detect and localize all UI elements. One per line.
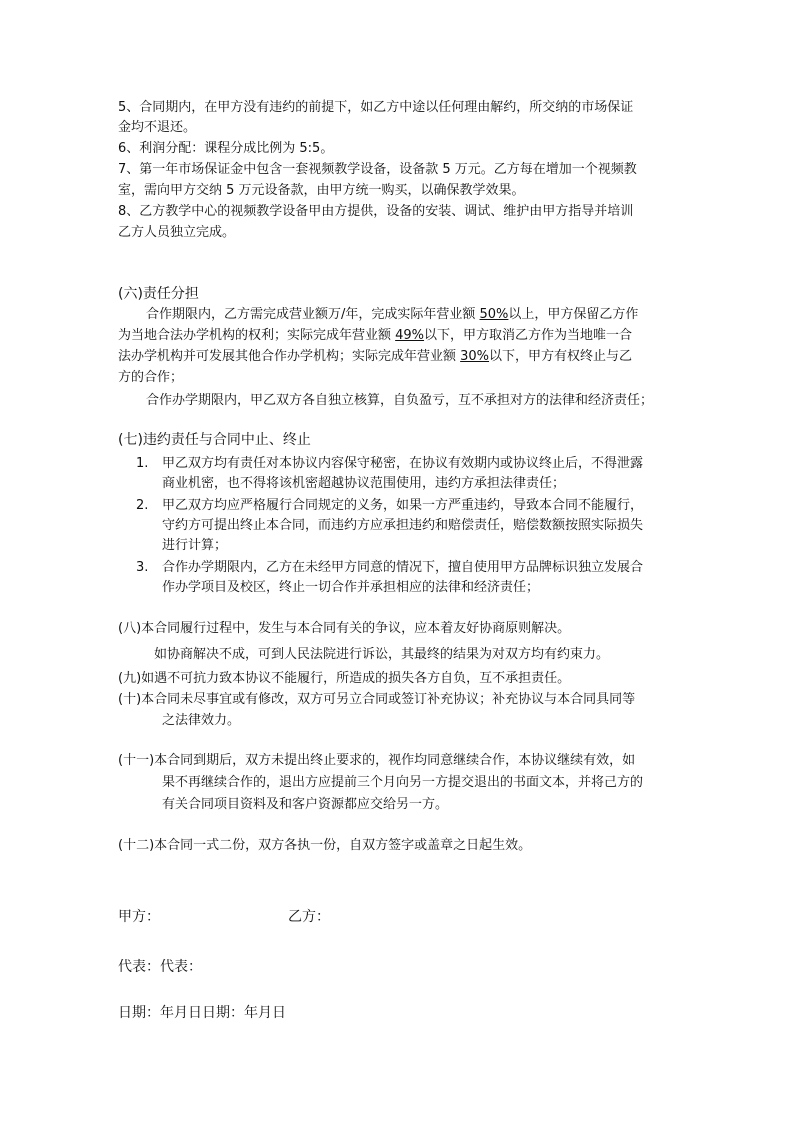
section-6-p2: 合作办学期限内，甲乙双方各自独立核算，自负盈亏，互不承担对方的法律和经济责任； <box>146 393 654 408</box>
section-7-item-3-line-1: 3. 合作办学期限内，乙方在未经甲方同意的情况下，擅自使用甲方品牌标识独立发展合 <box>136 558 643 578</box>
clause-8-line-2: 乙方人员独立完成。 <box>118 225 236 240</box>
section-11-line-2: 果不再继续合作的，退出方应提前三个月向另一方提交退出的书面文本，并将己方的 <box>162 775 644 790</box>
clause-5-line-1: 5、合同期内，在甲方没有违约的前提下，如乙方中途以任何理由解约，所交纳的市场保证 <box>118 100 634 115</box>
list-number: 3. <box>136 560 149 575</box>
signature-representatives: 代表：代表： <box>118 959 202 975</box>
section-6-p1-line-2: 为当地合法办学机构的权利；实际完成年营业额 49%以下，甲方取消乙方作为当地唯一合 <box>118 328 633 343</box>
section-6-p1-line-4: 方的合作； <box>118 370 184 385</box>
section-6-title: (六)责任分担 <box>118 286 199 302</box>
section-6-p1-line-3: 法办学机构并可发展其他合作办学机构；实际完成年营业额 30%以下，甲方有权终止与乙 <box>118 349 633 364</box>
section-8-line-2: 如协商解决不成，可到人民法院进行诉讼，其最终的结果为对双方均有约束力。 <box>154 647 610 662</box>
section-6-p1-line-1: 合作期限内，乙方需完成营业额万/年，完成实际年营业额 50%以上，甲方保留乙方作 <box>146 307 639 322</box>
section-7-item-2-line-3: 进行计算； <box>162 538 228 553</box>
signature-party-b: 乙方： <box>288 909 330 925</box>
section-11-line-3: 有关合同项目资料及和客户资源都应交给另一方。 <box>162 797 449 812</box>
section-11-line-1: (十一)本合同到期后，双方未提出终止要求的，视作均同意继续合作，本协议继续有效，如 <box>118 753 636 768</box>
section-10-line-1: (十)本合同未尽事宜或有修改，双方可另立合同或签订补充协议；补充协议与本合同具同等 <box>118 692 636 707</box>
clause-6: 6、利润分配：课程分成比例为 5:5。 <box>118 141 334 156</box>
clause-8-line-1: 8、乙方教学中心的视频教学设备甲由方提供，设备的安装、调试、维护由甲方指导并培训 <box>118 204 634 219</box>
section-7-item-1-line-2: 商业机密，也不得将该机密超越协议范围使用，违约方承担法律责任； <box>162 476 566 491</box>
section-7-item-2-line-1: 2. 甲乙双方均应严格履行合同规定的义务，如果一方严重违约，导致本合同不能履行， <box>136 496 643 516</box>
signature-party-a: 甲方： <box>118 909 160 925</box>
section-8-line-1: (八)本合同履行过程中，发生与本合同有关的争议，应本着友好协商原则解决。 <box>118 621 571 636</box>
section-7-item-3-line-2: 作办学项目及校区，终止一切合作并承担相应的法律和经济责任； <box>162 580 540 595</box>
clause-5-line-2: 金均不退还。 <box>118 120 197 135</box>
list-number: 1. <box>136 456 149 471</box>
section-10-line-2: 之法律效力。 <box>162 713 241 728</box>
section-7-item-1-line-1: 1. 甲乙双方均有责任对本协议内容保守秘密，在协议有效期内或协议终止后，不得泄露 <box>136 454 643 474</box>
clause-7-line-1: 7、第一年市场保证金中包含一套视频教学设备，设备款 5 万元。乙方每在增加一个视频教 <box>118 162 637 177</box>
list-number: 2. <box>136 498 149 513</box>
section-7-title: (七)违约责任与合同中止、终止 <box>118 432 311 448</box>
clause-7-line-2: 室，需向甲方交纳 5 万元设备款，由甲方统一购买，以确保教学效果。 <box>118 183 525 198</box>
section-9: (九)如遇不可抗力致本协议不能履行，所造成的损失各方自负，互不承担责任。 <box>118 671 571 686</box>
signature-dates: 日期：年月日日期：年月日 <box>118 1005 286 1021</box>
section-7-item-2-line-2: 守约方可提出终止本合同，而违约方应承担违约和赔偿责任，赔偿数额按照实际损失 <box>162 518 644 533</box>
section-12: (十二)本合同一式二份，双方各执一份，自双方签字或盖章之日起生效。 <box>118 838 532 853</box>
